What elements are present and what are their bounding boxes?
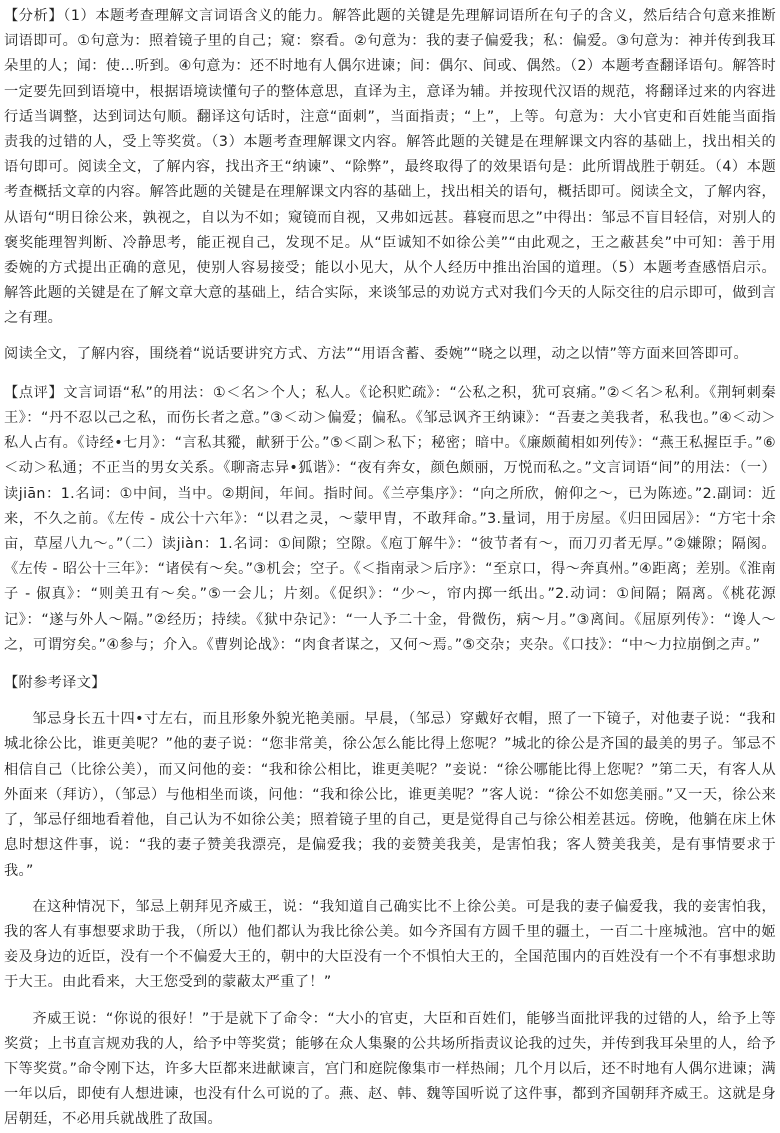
translation-paragraph-2: 在这种情况下，邹忌上朝拜见齐威王，说：“我知道自己确实比不上徐公美。可是我的妻子偏爱我，我的妾害怕我，我的客人有事想要求助于我，（所以）他们都认为我比徐公美。如今齐国有方圆千里的疆土，一百二十座城池。宫中的姬妾及身边的近臣，没有一个不偏爱大王的，朝中的大臣没有一个不惧怕大王的，全国范围内的百姓没有一个不有事想求助于大王。由此看来，大王您受到的蒙蔽太严重了！”: [4, 898, 776, 991]
comment-text: 文言词语“私”的用法：①＜名＞个人；私人。《论积贮疏》：“公私之积，犹可哀痛。”②＜名＞私利。《荆轲刺秦王》：“丹不忍以己之私，而伤长者之意。”③＜动＞偏爱；偏私。《邹忌讽齐王纳谏》：“吾妻之美我者，私我也。”④＜动＞私人占有。《诗经•七月》：“言私其豵，献豜于公。”⑤＜副＞私下；秘密；暗中。《廉颇蔺相如列传》：“燕王私握臣手。”⑥＜动＞私通；不正当的男女关系。《聊斋志异•狐谐》：“夜有奔女，颜色颇丽，万悦而私之。”文言词语“间”的用法：（一）读jiān：1.名词：①中间，当中。②期间，年间。指时间。《兰亭集序》：“向之所欣，俯仰之～，已为陈迹。”2.副词：近来，不久之前。《左传 - 成公十六年》：“以君之灵，～蒙甲胄，不敢拜命。”3.量词，用于房屋。《归田园居》：“方宅十余亩，草屋八九～。”（二）读jiàn：1.名词：①间隙；空隙。《庖丁解牛》：“彼节者有～，而刀刃者无厚。”②嫌隙；隔阂。《左传 - 昭公十三年》：“诸侯有～矣。”③机会；空子。《＜指南录＞后序》：“至京口，得～奔真州。”④距离；差别。《淮南子 - 俶真》：“则美丑有～矣。”⑤一会儿；片刻。《促织》：“少～，帘内掷一纸出。”2.动词：①间隔；隔离。《桃花源记》：“遂与外人～隔。”②经历；持续。《狱中杂记》：“一人予二十金，骨微伤，病～月。”③离间。《屈原列传》：“谗人～之，可谓穷矣。”④参与；介入。《曹刿论战》：“肉食者谋之，又何～焉。”⑤交杂；夹杂。《口技》：“中～力拉崩倒之声。”: [4, 384, 776, 653]
summary-text: 阅读全文，了解内容，围绕着“说话要讲究方式、方法”“用语含蓄、委婉”“晓之以理，动之以情”等方面来回答即可。: [4, 345, 749, 362]
comment-tag: 【点评】: [4, 384, 64, 401]
translation-heading: [4, 671, 776, 696]
analysis-text: （1）本题考查理解文言词语含义的能力。解答此题的关键是先理解词语所在句子的含义，然后结合句意来推断词语即可。①句意为：照着镜子里的自己；窥：察看。②句意为：我的妻子偏爱我；私：偏爱。③句意为：神并传到我耳朵里的人；闻：使…听到。④句意为：还不时地有人偶尔进谏；间：偶尔、间或、偶然。（2）本题考查翻译语句。解答时一定要先回到语境中，根据语境读懂句子的整体意思，直译为主，意译为辅。并按现代汉语的规范，将翻译过来的内容进行适当调整，达到词达句顺。翻译这句话时，注意“面刺”，当面指责；“上”，上等。句意为：大小官吏和百姓能当面指责我的过错的人，受上等奖赏。（3）本题考查理解课文内容。解答此题的关键是在理解课文内容的基础上，找出相关的语句即可。阅读全文，了解内容，找出齐王“纳谏”、“除弊”，最终取得了的效果语句是：此所谓战胜于朝廷。（4）本题考查概括文章的内容。解答此题的关键是在理解课文内容的基础上，找出相关的语句，概括即可。阅读全文，了解内容，从语句“明日徐公来，孰视之，自以为不如；窥镜而自视，又弗如远甚。暮寝而思之”中得出：邹忌不盲目轻信，对别人的褒奖能理智判断、冷静思考，能正视自己，发现不足。从“臣诚知不如徐公美”“由此观之，王之蔽甚矣”中可知：善于用委婉的方式提出正确的意见，使别人容易接受；能以小见大，从个人经历中推出治国的道理。（5）本题考查感悟启示。解答此题的关键是在了解文章大意的基础上，结合实际，来谈邹忌的劝说方式对我们今天的人际交往的启示即可，做到言之有理。: [4, 8, 776, 327]
summary-paragraph: [4, 342, 776, 367]
translation-paragraph-3: 齐威王说：“你说的很好！”于是就下了命令：“大小的官吏，大臣和百姓们，能够当面批评我的过错的人，给予上等奖赏；上书直言规劝我的人，给予中等奖赏；能够在众人集聚的公共场所指责议论我的过失，并传到我耳朵里的人，给予下等奖赏。”命令刚下达，许多大臣都来进献谏言，宫门和庭院像集市一样热闹；几个月以后，还不时地有人偶尔进谏；满一年以后，即使有人想进谏，也没有什么可说的了。燕、赵、韩、魏等国听说了这件事，都到齐国朝拜齐威王。这就是身居朝廷，不必用兵就战胜了敌国。: [4, 1010, 776, 1128]
analysis-tag: 【分析】: [4, 8, 64, 24]
analysis-section: [4, 4, 776, 332]
comment-section: [4, 381, 776, 658]
translation-tag: 【附参考译文】: [4, 675, 106, 692]
translation-paragraph-1: 邹忌身长五十四•寸左右，而且形象外貌光艳美丽。早晨，（邹忌）穿戴好衣帽，照了一下镜子，对他妻子说：“我和城北徐公比，谁更美呢？”他的妻子说：“您非常美，徐公怎么能比得上您呢？”城北的徐公是齐国的最美的男子。邹忌不相信自己（比徐公美），而又问他的妾：“我和徐公相比，谁更美呢？”妾说：“徐公哪能比得上您呢？”第二天，有客人从外面来（拜访），（邹忌）与他相坐而谈，问他：“我和徐公比，谁更美呢？”客人说：“徐公不如您美丽。”又一天，徐公来了，邹忌仔细地看着他，自己认为不如徐公美；照着镜子里的自己，更是觉得自己与徐公相差甚远。傍晚，他躺在床上休息时想这件事，说：“我的妻子赞美我漂亮，是偏爱我；我的妾赞美我美，是害怕我；客人赞美我美，是有事情要求于我。”: [4, 711, 776, 879]
